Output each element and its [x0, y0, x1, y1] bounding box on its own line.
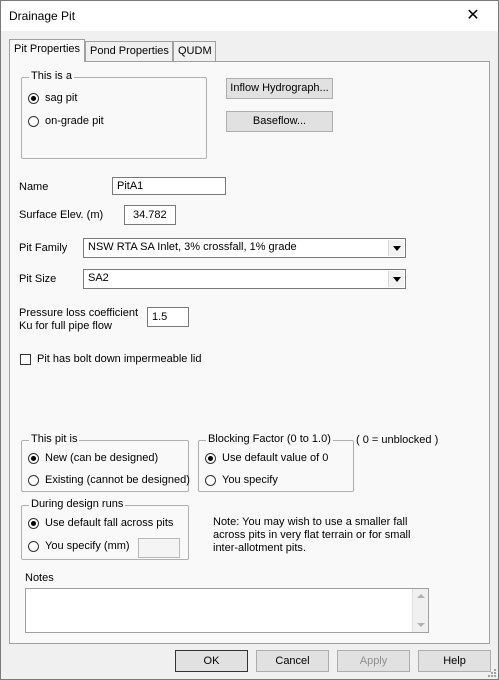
- name-label: Name: [19, 181, 49, 193]
- surface-elev-input[interactable]: 34.782: [124, 205, 176, 225]
- tab-pit-properties[interactable]: Pit Properties: [9, 39, 85, 62]
- radio-selected-icon: [28, 453, 39, 464]
- blocking-specify-label: You specify: [222, 474, 278, 486]
- pit-properties-panel: [9, 61, 490, 644]
- close-icon[interactable]: ✕: [466, 7, 480, 24]
- sag-pit-label: sag pit: [45, 92, 78, 104]
- radio-unselected-icon: [205, 475, 216, 486]
- pit-size-select[interactable]: [83, 269, 406, 289]
- radio-selected-icon: [28, 518, 39, 529]
- notes-textarea[interactable]: [25, 588, 429, 633]
- on-grade-pit-label: on-grade pit: [45, 115, 104, 127]
- window-title: Drainage Pit: [9, 9, 76, 23]
- fall-note-line1: Note: You may wish to use a smaller fall: [213, 516, 408, 528]
- blocking-default-label: Use default value of 0: [222, 452, 329, 464]
- apply-button[interactable]: Apply: [337, 650, 410, 672]
- default-fall-label: Use default fall across pits: [45, 517, 174, 529]
- pit-size-label: Pit Size: [19, 273, 57, 285]
- surface-elev-label: Surface Elev. (m): [19, 209, 104, 221]
- name-input[interactable]: PitA1: [112, 177, 226, 195]
- blocking-specify-radio[interactable]: [205, 474, 278, 486]
- radio-selected-icon: [205, 453, 216, 464]
- radio-selected-icon: [28, 93, 39, 104]
- pit-type-group: [21, 70, 207, 159]
- baseflow-button[interactable]: Baseflow...: [226, 111, 333, 132]
- default-fall-radio[interactable]: [28, 517, 173, 529]
- fall-note-line2: across pits in very flat terrain or for small: [213, 529, 411, 541]
- pressure-loss-label-line1: Pressure loss coefficient: [19, 307, 139, 319]
- sag-pit-radio[interactable]: [28, 92, 77, 104]
- tab-qudm[interactable]: QUDM: [173, 41, 216, 61]
- radio-unselected-icon: [28, 116, 39, 127]
- pit-family-label: Pit Family: [19, 242, 68, 254]
- notes-scrollbar[interactable]: [412, 589, 428, 632]
- blocking-default-radio[interactable]: [205, 452, 328, 464]
- specify-fall-radio[interactable]: [28, 540, 130, 552]
- ok-button[interactable]: OK: [175, 650, 248, 672]
- radio-unselected-icon: [28, 541, 39, 552]
- existing-pit-label: Existing (cannot be designed): [45, 474, 190, 486]
- pit-design-group-title: This pit is: [31, 433, 78, 445]
- design-runs-group-title: During design runs: [31, 498, 124, 510]
- scroll-up-icon[interactable]: [417, 594, 425, 598]
- new-pit-radio[interactable]: [28, 452, 158, 464]
- chevron-down-icon[interactable]: [388, 240, 404, 256]
- on-grade-pit-radio[interactable]: [28, 115, 104, 127]
- title-bar: [1, 1, 498, 31]
- bolt-down-checkbox[interactable]: [20, 353, 201, 365]
- pit-type-group-title: This is a: [31, 70, 72, 82]
- checkbox-box: [20, 354, 31, 365]
- design-runs-group: [21, 498, 189, 560]
- pit-size-value: SA2: [88, 272, 109, 284]
- fall-note-line3: inter-allotment pits.: [213, 542, 306, 554]
- chevron-down-icon[interactable]: [388, 271, 404, 287]
- pressure-loss-label-line2: Ku for full pipe flow: [19, 320, 112, 332]
- tab-pond-properties[interactable]: Pond Properties: [85, 41, 173, 61]
- blocking-note: ( 0 = unblocked ): [356, 434, 439, 446]
- blocking-factor-group: [198, 433, 354, 492]
- pit-family-value: NSW RTA SA Inlet, 3% crossfall, 1% grade: [88, 241, 297, 253]
- specify-fall-input[interactable]: [138, 538, 180, 558]
- blocking-factor-group-title: Blocking Factor (0 to 1.0): [208, 433, 331, 445]
- specify-fall-label: You specify (mm): [45, 540, 130, 552]
- pit-family-select[interactable]: [83, 238, 406, 258]
- inflow-hydrograph-button[interactable]: Inflow Hydrograph...: [226, 78, 333, 99]
- help-button[interactable]: Help: [418, 650, 491, 672]
- existing-pit-radio[interactable]: [28, 474, 190, 486]
- resize-grip-icon[interactable]: [486, 667, 496, 677]
- bolt-down-label: Pit has bolt down impermeable lid: [37, 353, 202, 365]
- cancel-button[interactable]: Cancel: [256, 650, 329, 672]
- pressure-loss-input[interactable]: 1.5: [147, 307, 189, 327]
- new-pit-label: New (can be designed): [45, 452, 159, 464]
- notes-label: Notes: [25, 572, 54, 584]
- scroll-down-icon[interactable]: [417, 623, 425, 627]
- radio-unselected-icon: [28, 475, 39, 486]
- pit-design-group: [21, 433, 190, 492]
